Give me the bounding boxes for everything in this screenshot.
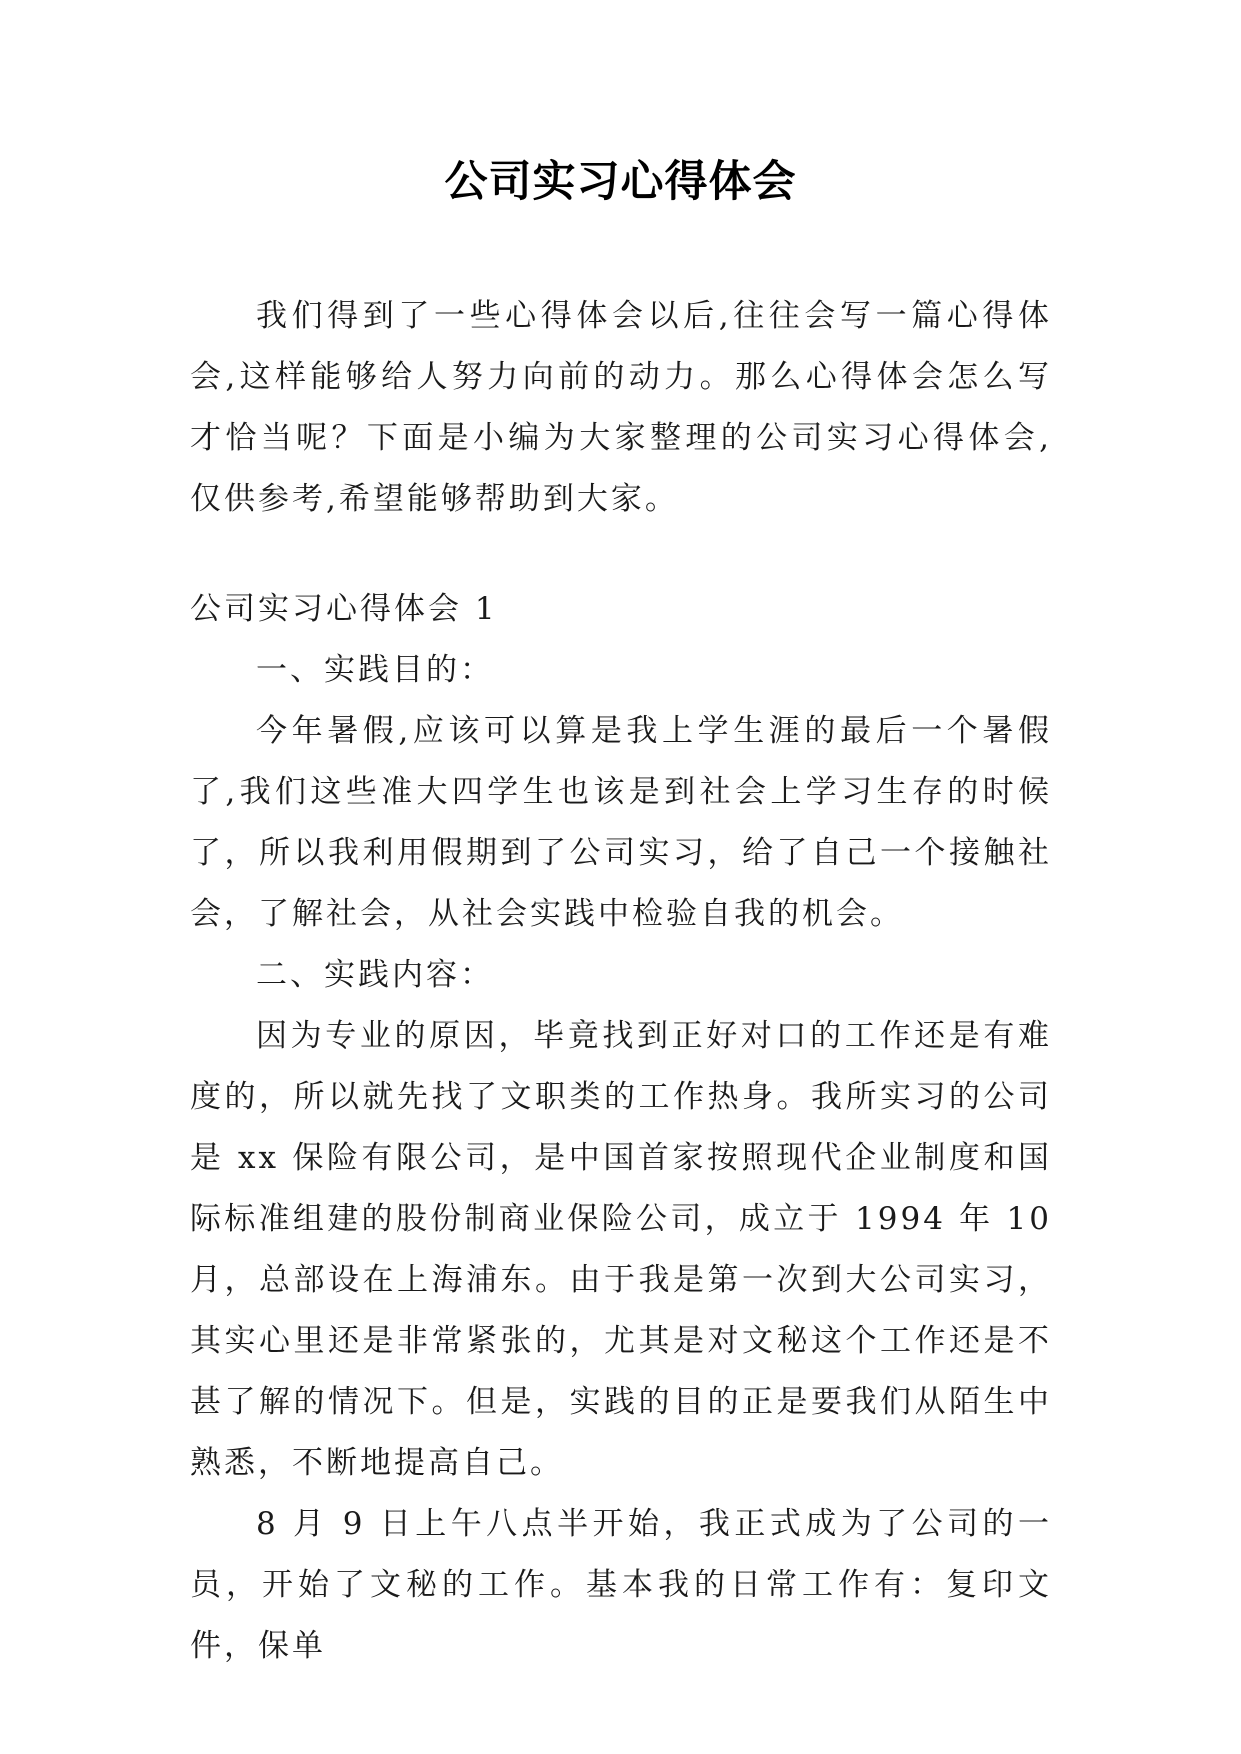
paragraph-gap — [190, 530, 1052, 579]
practice-content-paragraph: 因为专业的原因，毕竟找到正好对口的工作还是有难度的，所以就先找了文职类的工作热身。我所实习的公司是 xx 保险有限公司，是中国首家按照现代企业制度和国际标准组建的股份制商业保险公司，成立于 1994 年 10 月，总部设在上海浦东。由于我是第一次到大公司实习，其实心里还是非常紧张的，尤其是对文秘这个工作还是不甚了解的情况下。但是，实践的目的正是要我们从陌生中熟悉，不断地提高自己。 — [190, 1018, 1052, 1481]
practice-purpose-paragraph: 今年暑假,应该可以算是我上学生涯的最后一个暑假了,我们这些准大四学生也该是到社会上学习生存的时候了，所以我利用假期到了公司实习，给了自己一个接触社会，了解社会，从社会实践中检验自我的机会。 — [190, 713, 1052, 932]
section-title: 公司实习心得体会 1 — [190, 591, 498, 627]
daily-work-paragraph: 8 月 9 日上午八点半开始，我正式成为了公司的一员，开始了文秘的工作。基本我的日常工作有：复印文件，保单 — [190, 1506, 1052, 1664]
document-body — [190, 286, 1052, 1677]
heading-practice-content: 二、实践内容： — [256, 957, 494, 993]
document-title: 公司实习心得体会 — [444, 157, 797, 207]
intro-paragraph: 我们得到了一些心得体会以后,往往会写一篇心得体会,这样能够给人努力向前的动力。那么心得体会怎么写才恰当呢？下面是小编为大家整理的公司实习心得体会,仅供参考,希望能够帮助到大家。 — [190, 298, 1052, 517]
heading-practice-purpose: 一、实践目的： — [256, 652, 494, 688]
